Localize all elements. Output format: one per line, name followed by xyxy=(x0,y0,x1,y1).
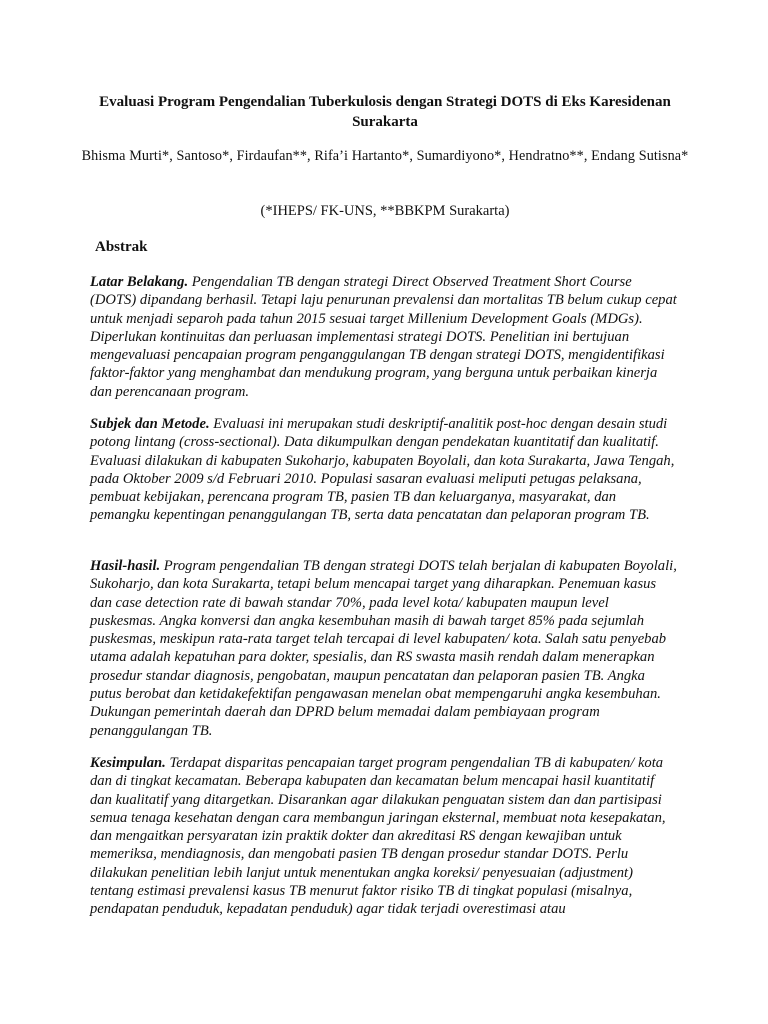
paper-title: Evaluasi Program Pengendalian Tuberkulosis dengan Strategi DOTS di Eks Karesidenan Surakarta xyxy=(99,94,671,130)
abstract-results xyxy=(90,557,678,740)
section-text-methods: Evaluasi ini merupakan studi deskriptif-analitik post-hoc dengan desain studi potong lintang (cross-sectional). Data dikumpulkan dengan pendekatan kuantitatif dan kualitatif. Evaluasi dilakukan di kabupaten Sukoharjo, kabupaten Boyolali, dan kota Surakarta, Jawa Tengah, pada Oktober 2009 s/d Februari 2010. Populasi sasaran evaluasi meliputi petugas pelaksana, pembuat kebijakan, perencana program TB, pasien TB dan keluarganya, masyarakat, dan pemangku kepentingan penanggulangan TB, serta data pencatatan dan pelaporan program TB. xyxy=(90,416,675,524)
section-lead-methods: Subjek dan Metode. xyxy=(90,416,210,432)
author-list: Bhisma Murti*, Santoso*, Firdaufan**, Rifa’i Hartanto*, Sumardiyono*, Hendratno**, Endang Sutisna* xyxy=(81,148,689,164)
abstract-heading: Abstrak xyxy=(95,239,148,255)
section-lead-background: Latar Belakang. xyxy=(90,274,189,290)
abstract-methods xyxy=(90,415,678,525)
abstract-conclusion xyxy=(90,754,678,919)
section-lead-results: Hasil-hasil. xyxy=(90,558,161,574)
section-text-results: Program pengendalian TB dengan strategi DOTS telah berjalan di kabupaten Boyolali, Sukoharjo, dan kota Surakarta, tetapi belum mencapai target yang diharapkan. Penemuan kasus dan case detection rate di bawah standar 70%, pada level kota/ kabupaten maupun level puskesmas. Angka konversi dan angka kesembuhan masih di bawah target 85% pada sejumlah puskesmas, meskipun rata-rata target telah tercapai di level kabupaten/ kota. Salah satu penyebab utama adalah kepatuhan para dokter, spesialis, dan RS swasta masih rendah dalam menerapkan prosedur standar diagnosis, pengobatan, maupun pencatatan dan pelaporan pasien TB. Angka putus berobat dan ketidakefektifan pengawasan menelan obat mempengaruhi angka kesembuhan. Dukungan pemerintah daerah dan DPRD belum memadai dalam pembiayaan program penanggulangan TB. xyxy=(90,558,677,739)
section-text-background: Pengendalian TB dengan strategi Direct Observed Treatment Short Course (DOTS) dipandang berhasil. Tetapi laju penurunan prevalensi dan mortalitas TB belum cukup cepat untuk menjadi separoh pada tahun 2015 sesuai target Millenium Development Goals (MDGs). Diperlukan kontinuitas dan perluasan implementasi strategi DOTS. Penelitian ini bertujuan mengevaluasi pencapaian program penganggulangan TB dengan strategi DOTS, mengidentifikasi faktor-faktor yang menghambat dan mendukung program, yang berguna untuk perbaikan kinerja dan perencanaan program. xyxy=(90,274,677,400)
section-text-conclusion: Terdapat disparitas pencapaian target program pengendalian TB di kabupaten/ kota dan di tingkat kecamatan. Beberapa kabupaten dan kecamatan belum mencapai hasil kuantitatif dan kualitatif yang ditargetkan. Disarankan agar dilakukan penguatan sistem dan dan partisipasi semua tenaga kesehatan dengan cara membangun jaringan eksternal, membuat nota kesepakatan, dan mengaitkan persyaratan izin praktik dokter dan akreditasi RS dengan kewajiban untuk memeriksa, mendiagnosis, dan mengobati pasien TB dengan prosedur standar DOTS. Perlu dilakukan penelitian lebih lanjut untuk menentukan angka koreksi/ penyesuaian (adjustment) tentang estimasi prevalensi kasus TB menurut faktor risiko TB di tingkat populasi (misalnya, pendapatan penduduk, kepadatan penduduk) agar tidak terjadi overestimasi atau xyxy=(90,755,666,918)
abstract-background xyxy=(90,273,678,401)
section-lead-conclusion: Kesimpulan. xyxy=(90,755,166,771)
affiliation: (*IHEPS/ FK-UNS, **BBKPM Surakarta) xyxy=(260,203,510,219)
